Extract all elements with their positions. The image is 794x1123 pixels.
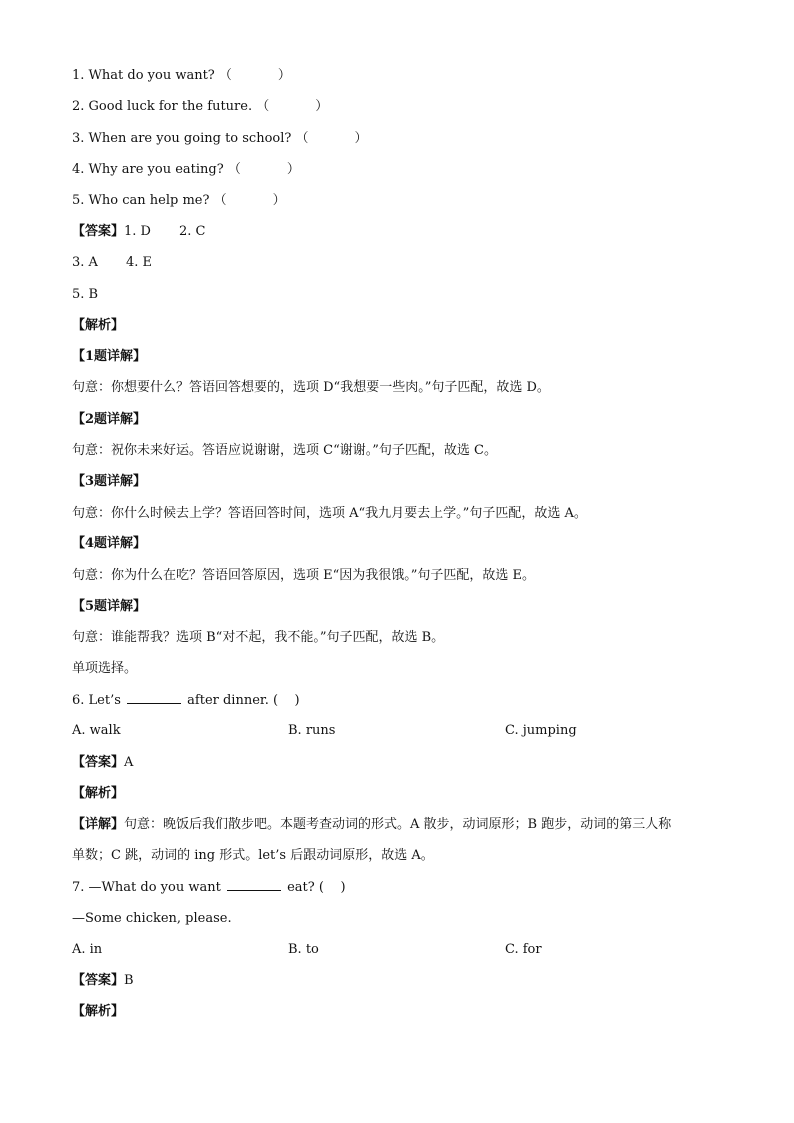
answer-row-1 <box>72 223 205 241</box>
answer-item: 2. C <box>178 224 206 239</box>
question-5 <box>72 192 286 210</box>
option-c: C. jumping <box>505 723 577 738</box>
question-6-detail-line-1 <box>72 816 671 834</box>
option-a: A. in <box>72 942 103 957</box>
detail-2-heading: 【2题详解】 <box>72 412 147 427</box>
detail-4-heading: 【4题详解】 <box>72 536 147 551</box>
answer-item: 3. A <box>72 255 98 270</box>
answer-tag: 【答案】 <box>72 224 125 239</box>
question-stem-end: eat? ( ) <box>282 880 346 895</box>
answer-row-3 <box>72 286 98 304</box>
question-stem: 6. Let’s <box>72 693 126 708</box>
detail-1-text: 句意：你想要什么？答语回答想要的，选项 D“我想要一些肉。”句子匹配，故选 D。 <box>72 380 550 395</box>
question-text: 3. When are you going to school? （ <box>72 131 309 146</box>
question-text: 2. Good luck for the future. （ <box>72 99 270 114</box>
question-7 <box>72 878 346 896</box>
answer-item: 1. D <box>124 224 151 239</box>
question-6 <box>72 691 300 709</box>
option-b: B. to <box>288 942 319 957</box>
section-title: 单项选择。 <box>72 661 138 676</box>
question-text: 4. Why are you eating? （ <box>72 162 241 177</box>
question-7-reply: —Some chicken, please. <box>72 911 232 926</box>
detail-5-text: 句意：谁能帮我？选项 B“对不起，我不能。”句子匹配，故选 B。 <box>72 630 445 645</box>
question-stem: 7. —What do you want <box>72 880 225 895</box>
detail-2-text: 句意：祝你未来好运。答语应说谢谢，选项 C“谢谢。”句子匹配，故选 C。 <box>72 443 497 458</box>
close-bracket: ） <box>354 131 368 146</box>
answer-item: 5. B <box>72 287 99 302</box>
question-6-answer <box>72 754 133 772</box>
detail-4-text: 句意：你为什么在吃？答语回答原因，选项 E“因为我很饿。”句子匹配，故选 E。 <box>72 568 536 583</box>
option-a: A. walk <box>72 723 121 738</box>
option-c: C. for <box>505 942 542 957</box>
question-6-detail-line-2: 单数；C 跳，动词的 ing 形式。let’s 后跟动词原形，故选 A。 <box>72 848 434 863</box>
detail-text: 句意：晚饭后我们散步吧。本题考查动词的形式。A 散步，动词原形；B 跑步，动词的第三人称 <box>124 817 672 832</box>
fill-blank <box>227 878 281 891</box>
question-4 <box>72 161 300 179</box>
option-b: B. runs <box>288 723 336 738</box>
close-bracket: ） <box>286 162 300 177</box>
answer-tag: 【答案】 <box>72 973 125 988</box>
question-text: 5. Who can help me? （ <box>72 193 227 208</box>
close-bracket: ） <box>277 68 291 83</box>
detail-1-heading: 【1题详解】 <box>72 349 147 364</box>
question-7-options <box>72 941 722 959</box>
answer-tag: 【答案】 <box>72 755 125 770</box>
question-6-analysis-tag: 【解析】 <box>72 786 125 801</box>
question-text: 1. What do you want? （ <box>72 68 232 83</box>
detail-3-heading: 【3题详解】 <box>72 474 147 489</box>
question-7-answer <box>72 972 134 990</box>
detail-tag: 【详解】 <box>72 817 125 832</box>
detail-5-heading: 【5题详解】 <box>72 599 147 614</box>
detail-3-text: 句意：你什么时候去上学？答语回答时间，选项 A“我九月要去上学。”句子匹配，故选 A。 <box>72 506 587 521</box>
answer-value: B <box>124 973 134 988</box>
answer-item: 4. E <box>125 255 152 270</box>
analysis-tag: 【解析】 <box>72 318 125 333</box>
question-2 <box>72 98 328 116</box>
answer-value: A <box>124 755 134 770</box>
question-3 <box>72 130 368 148</box>
question-7-analysis-tag: 【解析】 <box>72 1004 125 1019</box>
fill-blank <box>127 691 181 704</box>
question-stem-end: after dinner. ( ) <box>183 693 300 708</box>
question-1 <box>72 67 291 85</box>
answer-row-2 <box>72 254 152 272</box>
close-bracket: ） <box>315 99 329 114</box>
question-6-options <box>72 722 722 740</box>
close-bracket: ） <box>272 193 286 208</box>
